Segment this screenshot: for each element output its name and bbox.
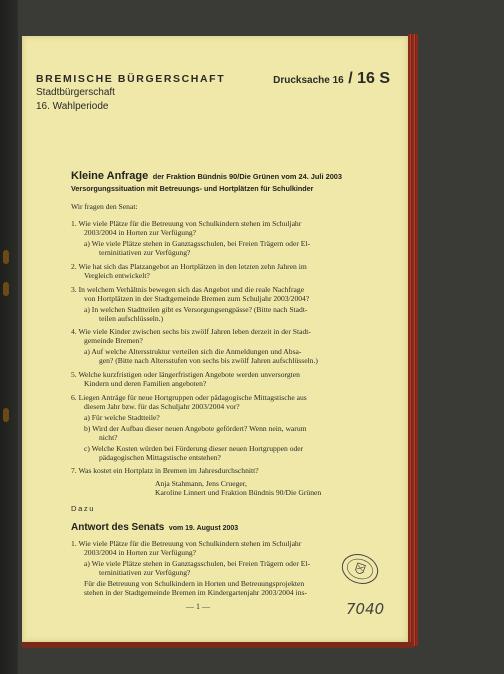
subquestion-line: a) Wie viele Plätze stehen in Ganztagsschulen, bei Freien Trägern oder El- [84,239,311,248]
page-stack-bottom [22,642,414,648]
binder-ring [3,282,9,296]
drucksache-id: / 16 S [348,70,390,87]
question-line: 2. Wie hat sich das Platzangebot an Hortplätzen in den letzten zehn Jahren im [71,262,307,271]
drucksache-number [273,70,390,88]
question-line: 7. Was kostet ein Hortplatz in Bremen im Jahresdurchschnitt? [71,466,259,475]
inquiry-title [71,166,342,184]
subquestion-line: a) Auf welche Altersstruktur verteilen sich die Anmeldungen und Absa- [84,347,302,356]
dazu-label: Dazu [71,504,96,513]
question-line: Vergleich entwickelt? [84,271,150,280]
subquestion-line: b) Wird der Aufbau dieser neuen Angebote gefördert? Wenn nein, warum [84,424,307,433]
page-number: — 1 — [186,602,210,611]
assembly-name: Stadtbürgerschaft [36,87,115,98]
subquestion-line: gen? (Bitte nach Altersstufen von sechs bis zwölf Jahren aufschlüsseln.) [99,356,318,365]
subquestion-line: teilen aufschlüsseln.) [99,314,164,323]
question-line: diesem Jahr bzw. für das Schuljahr 2003/2004 vor? [84,402,240,411]
signatories: Karoline Linnert und Fraktion Bündnis 90/Die Grünen [155,488,322,497]
question-line: 1. Wie viele Plätze für die Betreuung von Schulkindern stehen im Schuljahr [71,219,302,228]
binder-ring [3,408,9,422]
answer-line: a) Wie viele Plätze stehen in Ganztagsschulen, bei Freien Trägern oder El- [84,559,311,568]
question-line: gemeinde Bremen? [84,336,143,345]
answer-line: Für die Betreuung von Schulkindern in Horten und Betreuungsprojekten [84,579,305,588]
question-line: 6. Liegen Anträge für neue Hortgruppen oder pädagogische Mittagstische aus [71,393,307,402]
organization-name: BREMISCHE BÜRGERSCHAFT [36,73,226,85]
answer-line: 1. Wie viele Plätze für die Betreuung von Schulkindern stehen im Schuljahr [71,539,302,548]
question-line: von Hortplätzen in der Stadtgemeinde Bremen zum Schuljahr 2003/2004? [84,294,310,303]
answer-line: stehen in der Stadtgemeinde Bremen im Kindergartenjahr 2003/2004 ins- [84,588,307,597]
question-line: 3. In welchem Verhältnis bewegen sich das Angebot und die reale Nachfrage [71,285,305,294]
subquestion-line: a) In welchen Stadtteilen gibt es Versorgungsengpässe? (Bitte nach Stadt- [84,305,308,314]
legislative-period: 16. Wahlperiode [36,101,109,112]
drucksache-label: Drucksache 16 [273,75,344,86]
document-header [36,73,225,113]
answer-title-main: Antwort des Senats [71,522,165,533]
handwritten-number: 7040 [346,600,385,618]
question-line: Kindern und deren Familien angeboten? [84,379,207,388]
answer-line: 2003/2004 in Horten zur Verfügung? [84,548,197,557]
subquestion-line: a) Für welche Stadtteile? [84,413,160,422]
binder-ring [3,250,9,264]
page-stack-edge [408,34,418,646]
signatories: Anja Stahmann, Jens Crueger, [155,479,247,488]
inquiry-subject: Versorgungssituation mit Betreuungs- und Hortplätzen für Schulkinder [71,184,314,193]
inquiry-title-main: Kleine Anfrage [71,170,149,182]
subquestion-line: c) Welche Kosten würden bei Förderung dieser neuen Hortgruppen oder [84,444,304,453]
text-line: Wir fragen den Senat: [71,202,138,211]
question-line: 5. Welche kurzfristigen oder längerfristigen Angebote werden unversorgten [71,370,300,379]
answer-line: terninitiativen zur Verfügung? [99,568,191,577]
subquestion-line: pädagogischen Mittagstische entstehen? [99,453,221,462]
question-line: 4. Wie viele Kinder zwischen sechs bis zwölf Jahren leben derzeit in der Stadt- [71,327,311,336]
answer-title-date: vom 19. August 2003 [168,525,239,532]
inquiry-title-detail: der Fraktion Bündnis 90/Die Grünen vom 24. Juli 2003 [152,172,343,181]
answer-title [71,517,238,535]
question-line: 2003/2004 in Horten zur Verfügung? [84,228,197,237]
subquestion-line: terninitiativen zur Verfügung? [99,248,191,257]
binder-spine [0,0,18,674]
subquestion-line: nicht? [99,433,118,442]
